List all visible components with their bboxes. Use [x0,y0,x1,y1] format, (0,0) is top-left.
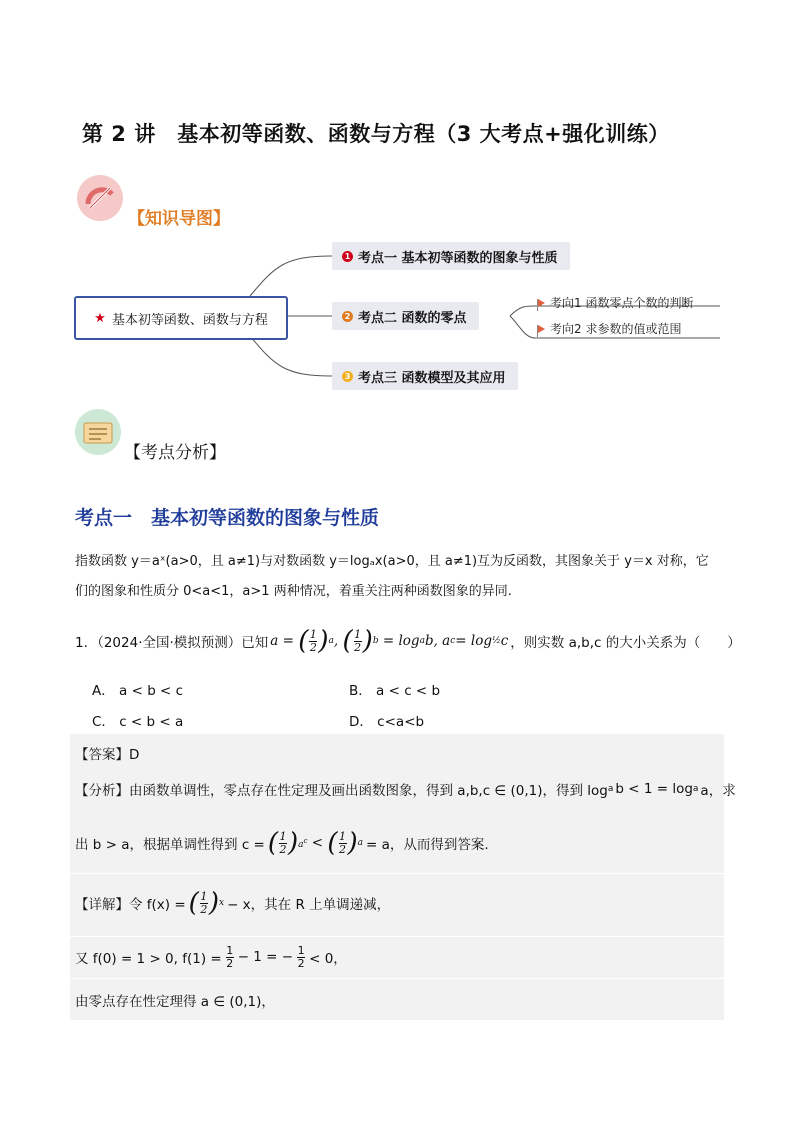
subnode-direction-1 [538,294,693,311]
detail2-text-c: < 0， [309,951,347,967]
protractor-icon [76,174,124,222]
flag-icon [538,325,545,333]
subnode-label: 考向1 函数零点个数的判断 [550,296,694,310]
option-c[interactable]: C． c < b < a [92,714,184,730]
option-d[interactable]: D． c<a<b [349,714,425,730]
analysis-line-1: 【分析】由函数单调性，零点存在性定理及画出函数图象，得到 a,b,c ∈ (0,1)，得到 log a b < 1 = log a a，求 [75,781,736,799]
number-3-icon: 3 [342,371,353,382]
notes-icon [74,408,122,456]
fraction-half: $\frac{1}{2}$ [226,943,234,970]
detail-line-3: 由零点存在性定理得 a ∈ (0,1)， [75,994,275,1010]
node-topic-1 [332,242,570,270]
node-topic-2 [332,302,479,330]
option-b[interactable]: B． a < c < b [349,683,441,699]
detail2-text-b: − 1 = − [237,949,294,965]
node-label: 考点三 函数模型及其应用 [358,370,506,386]
intro-line-1: 指数函数 y＝aˣ(a>0，且 a≠1)与对数函数 y＝logₐx(a>0，且 a≠1)互为反函数，其图象关于 y＝x 对称，它 [75,554,709,569]
question-prefix: 1．（2024·全国·模拟预测）已知 [75,635,269,651]
separator [70,873,724,874]
separator [70,936,724,937]
analysis2-text-b: = a，从而得到答案. [366,837,489,853]
detail2-text-a: 又 f(0) = 1 > 0, f(1) = [75,951,222,967]
root-label: 基本初等函数、函数与方程 [111,312,268,328]
detail-line-2 [75,942,347,972]
mind-map-root [74,296,288,340]
formula-fx: ( $\frac{1}{2}$ ) x [188,888,225,918]
intro-line-2: 们的图象和性质分 0<a<1，a>1 两种情况，着重关注两种函数图象的异同. [75,584,512,599]
knowledge-map-label: 【知识导图】 [128,209,230,229]
node-label: 考点一 基本初等函数的图象与性质 [358,250,558,266]
question-formula: a = ( $\frac{1}{2}$ ) a , ( $\frac{1}{2}$ ) b = log a b, a c = log ½ c [270,626,509,656]
analysis-text-c: a，求 [700,783,736,799]
page-title: 第 2 讲 基本初等函数、函数与方程（3 大考点+强化训练） [82,122,670,146]
subnode-direction-2 [538,320,681,337]
fraction-half: $\frac{1}{2}$ [297,943,305,970]
detail-line-1 [75,886,390,920]
star-icon: ★ [94,310,106,326]
mind-map [70,236,730,396]
option-a[interactable]: A． a < b < c [92,683,184,699]
answer-line: 【答案】D [75,747,140,763]
analysis-text-b: b < 1 = log [615,781,693,797]
number-2-icon: 2 [342,311,353,322]
number-1-icon: 1 [342,251,353,262]
detail1-text-b: − x，其在 R 上单调递减， [227,897,391,913]
formula-c-compare: ( $\frac{1}{2}$ ) $a^c$ < ( $\frac{1}{2}$ ) a [267,828,364,858]
separator [70,978,724,979]
node-label: 考点二 函数的零点 [358,310,467,326]
detail1-text-a: 【详解】令 f(x) = [75,897,186,913]
node-topic-3 [332,362,518,390]
question-suffix: ，则实数 a,b,c 的大小关系为（ ） [510,635,741,651]
flag-icon [538,299,545,307]
section-heading: 考点一 基本初等函数的图象与性质 [75,507,380,529]
question-1 [75,624,741,658]
analysis-label: 【考点分析】 [124,443,226,463]
analysis-line-2 [75,826,489,860]
analysis-text-a: 【分析】由函数单调性，零点存在性定理及画出函数图象，得到 a,b,c ∈ (0,1)，得到 log [75,783,608,799]
analysis2-text-a: 出 b > a，根据单调性得到 c = [75,837,265,853]
subnode-label: 考向2 求参数的值或范围 [550,322,682,336]
